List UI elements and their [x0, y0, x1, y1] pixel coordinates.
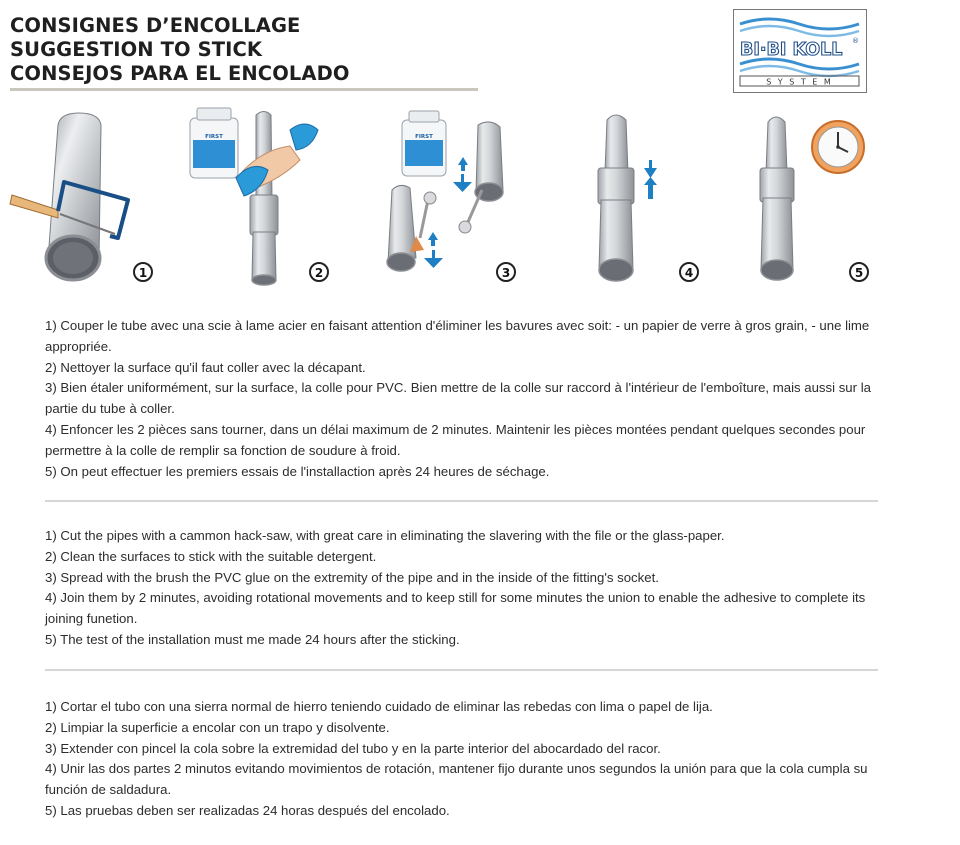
title-underline: [10, 88, 478, 91]
svg-text:®: ®: [852, 37, 859, 45]
step5-number: 5: [854, 266, 864, 280]
fr-step-4: 4) Enfoncer les 2 pièces sans tourner, dans un délai maximum de 2 minutes. Maintenir les pièces montées pendant quelques secondes pour permettre à la colle de remplir sa fonction de soudure à froid.: [45, 421, 866, 458]
step1-pipe-with-saw: [10, 113, 128, 280]
step5-drying: [760, 117, 864, 280]
steps-illustration: [0, 100, 960, 300]
glue-can-label-step2: FIRST: [205, 134, 223, 140]
brand-logo: [733, 9, 867, 93]
instructions-french: [45, 316, 895, 482]
title-spanish: CONSEJOS PARA EL ENCOLADO: [10, 62, 350, 85]
brand-logo-graphic: [734, 10, 865, 91]
title-block: [10, 14, 350, 86]
en-step-1: 1) Cut the pipes with a cammon hack-saw, with great care in eliminating the slavering with the file or the glass-paper.: [45, 528, 725, 543]
instructions-english: [45, 526, 895, 651]
step3-gluing: [387, 111, 503, 271]
section-divider-2: [45, 669, 878, 671]
instructions-spanish: [45, 697, 895, 822]
logo-brand-text: BI·BI KOLL: [740, 40, 843, 60]
logo-system-text: S Y S T E M: [766, 77, 833, 87]
en-step-2: 2) Clean the surfaces to stick with the suitable detergent.: [45, 548, 377, 564]
es-step-1: 1) Cortar el tubo con una sierra normal de hierro teniendo cuidado de eliminar las rebedas con lima o papel de lija.: [45, 699, 713, 714]
step4-joining: [598, 115, 657, 281]
es-step-4: 4) Unir las dos partes 2 minutos evitando movimientos de rotación, mantener fijo durante unos segundos la unión para que la cola cumpla su función de saldadura.: [45, 761, 868, 798]
section-divider-1: [45, 500, 878, 502]
en-step-3: 3) Spread with the brush the PVC glue on the extremity of the pipe and in the inside of the fitting's socket.: [45, 569, 659, 585]
fr-step-2: 2) Nettoyer la surface qu'il faut coller avec la décapant.: [45, 359, 366, 375]
title-english: SUGGESTION TO STICK: [10, 38, 263, 61]
fr-step-1: 1) Couper le tube avec una scie à lame acier en faisant attention d'éliminer les bavures avec soit: - un papier de verre à gros grain, - une lime appropriée.: [45, 318, 870, 354]
es-step-5: 5) Las pruebas deben ser realizadas 24 horas después del encolado.: [45, 802, 450, 818]
step1-number: 1: [138, 266, 148, 280]
fr-step-3: 3) Bien étaler uniformément, sur la surface, la colle pour PVC. Bien mettre de la colle sur raccord à l'intérieur de l'emboîture, mais aussi sur la partie du tube à coller.: [45, 380, 871, 417]
es-step-3: 3) Extender con pincel la cola sobre la extremidad del tubo y en la parte interior del abocardado del racor.: [45, 740, 661, 756]
en-step-4: 4) Join them by 2 minutes, avoiding rotational movements and to keep still for some minutes the union to enable the adhesive to complete its joining funetion.: [45, 590, 866, 627]
step4-number: 4: [684, 266, 694, 280]
step2-number: 2: [314, 266, 324, 280]
step2-cleaning: [190, 108, 318, 285]
step3-number: 3: [501, 266, 511, 280]
title-french: CONSIGNES D’ENCOLLAGE: [10, 14, 301, 37]
glue-can-label-step3: FIRST: [415, 134, 433, 140]
es-step-2: 2) Limpiar la superficie a encolar con un trapo y disolvente.: [45, 719, 390, 735]
en-step-5: 5) The test of the installation must me made 24 hours after the sticking.: [45, 631, 460, 647]
fr-step-5: 5) On peut effectuer les premiers essais de l'installaction après 24 heures de séchage.: [45, 463, 550, 479]
